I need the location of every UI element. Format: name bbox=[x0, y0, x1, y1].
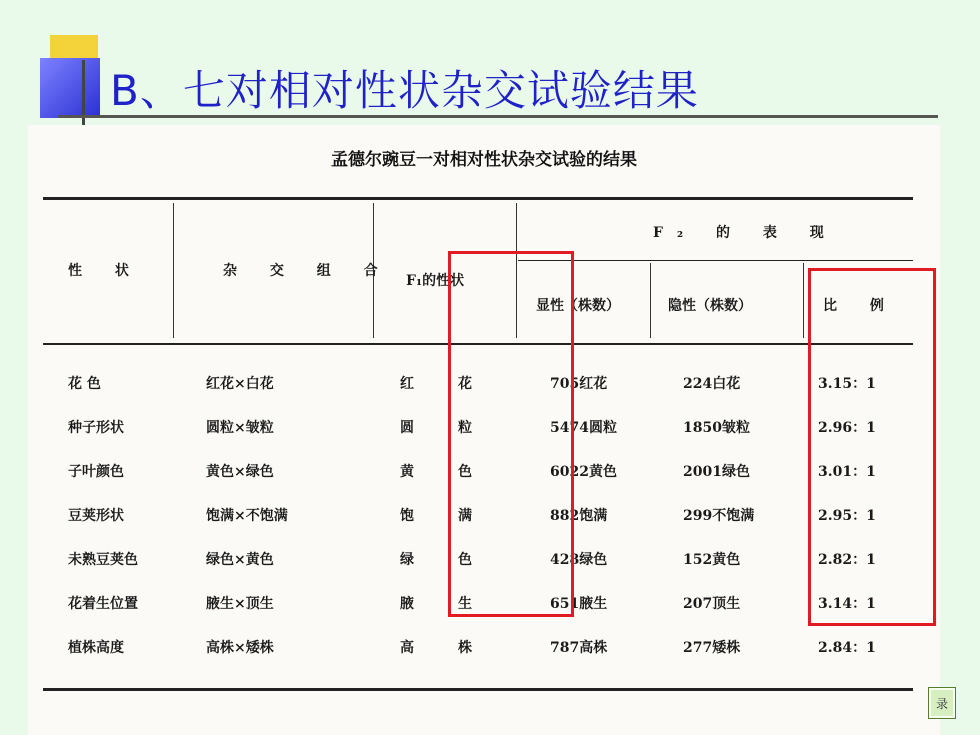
cell-trait: 花着生位置 bbox=[68, 596, 138, 612]
cell-f1a: 绿 bbox=[400, 552, 414, 568]
cell-ratio: 2.96：1 bbox=[818, 420, 876, 436]
cell-cross: 腋生×顶生 bbox=[206, 596, 274, 612]
cell-f1a: 腋 bbox=[400, 596, 414, 612]
cell-cross: 绿色×黄色 bbox=[206, 552, 274, 568]
cell-ratio: 2.95：1 bbox=[818, 508, 876, 524]
highlight-ratio-column bbox=[808, 268, 936, 626]
cell-dominant: 882饱满 bbox=[550, 508, 608, 524]
cell-f1a: 圆 bbox=[400, 420, 414, 436]
cell-recessive: 207顶生 bbox=[683, 596, 741, 612]
cell-ratio: 3.15：1 bbox=[818, 376, 876, 392]
cell-ratio: 2.82：1 bbox=[818, 552, 876, 568]
f2-header-rule bbox=[518, 260, 913, 261]
cell-f1b: 满 bbox=[458, 508, 472, 524]
cell-trait: 植株高度 bbox=[68, 640, 124, 656]
header-cross: 杂 交 组 合 bbox=[223, 263, 392, 279]
cell-f1b: 色 bbox=[458, 552, 472, 568]
cell-f1a: 红 bbox=[400, 376, 414, 392]
cell-cross: 黄色×绿色 bbox=[206, 464, 274, 480]
cell-trait: 豆荚形状 bbox=[68, 508, 124, 524]
header-dominant: 显性（株数） bbox=[536, 298, 620, 314]
table-photo bbox=[28, 125, 940, 735]
cell-recessive: 2001绿色 bbox=[683, 464, 750, 480]
title-decoration-vline bbox=[82, 60, 85, 132]
cell-recessive: 277矮株 bbox=[683, 640, 741, 656]
header-f2: F₂ 的 表 现 bbox=[653, 225, 838, 241]
cell-ratio: 3.01：1 bbox=[818, 464, 876, 480]
highlight-f1-column bbox=[448, 251, 574, 617]
cell-ratio: 2.84：1 bbox=[818, 640, 876, 656]
header-recessive: 隐性（株数） bbox=[668, 298, 752, 314]
slide-title: B、七对相对性状杂交试验结果 bbox=[110, 66, 699, 115]
header-f1: F₁的性状 bbox=[406, 273, 465, 289]
cell-f1b: 生 bbox=[458, 596, 472, 612]
cell-recessive: 152黄色 bbox=[683, 552, 741, 568]
cell-recessive: 1850皱粒 bbox=[683, 420, 750, 436]
cell-cross: 红花×白花 bbox=[206, 376, 274, 392]
vrule-5 bbox=[803, 263, 804, 338]
cell-f1b: 株 bbox=[458, 640, 472, 656]
cell-f1a: 饱 bbox=[400, 508, 414, 524]
cell-f1a: 黄 bbox=[400, 464, 414, 480]
header-trait: 性 状 bbox=[68, 263, 143, 279]
cell-trait: 花 色 bbox=[68, 376, 101, 392]
cell-dominant: 787高株 bbox=[550, 640, 608, 656]
cell-trait: 种子形状 bbox=[68, 420, 124, 436]
title-decoration-blue bbox=[40, 58, 100, 118]
vrule-1 bbox=[173, 203, 174, 338]
cell-dominant: 5474圆粒 bbox=[550, 420, 617, 436]
top-rule bbox=[43, 197, 913, 200]
cell-ratio: 3.14：1 bbox=[818, 596, 876, 612]
bottom-rule bbox=[43, 688, 913, 691]
cell-f1b: 花 bbox=[458, 376, 472, 392]
cell-recessive: 224白花 bbox=[683, 376, 741, 392]
cell-cross: 圆粒×皱粒 bbox=[206, 420, 274, 436]
header-ratio: 比 例 bbox=[823, 298, 898, 314]
cell-f1b: 粒 bbox=[458, 420, 472, 436]
cell-f1a: 高 bbox=[400, 640, 414, 656]
cell-cross: 高株×矮株 bbox=[206, 640, 274, 656]
vrule-4 bbox=[650, 263, 651, 338]
nav-catalog-button[interactable]: 录 bbox=[928, 687, 956, 719]
cell-dominant: 6022黄色 bbox=[550, 464, 617, 480]
cell-dominant: 705红花 bbox=[550, 376, 608, 392]
cell-f1b: 色 bbox=[458, 464, 472, 480]
table-title: 孟德尔豌豆一对相对性状杂交试验的结果 bbox=[331, 150, 637, 170]
cell-cross: 饱满×不饱满 bbox=[206, 508, 288, 524]
cell-dominant: 651腋生 bbox=[550, 596, 608, 612]
cell-dominant: 428绿色 bbox=[550, 552, 608, 568]
cell-trait: 子叶颜色 bbox=[68, 464, 124, 480]
cell-recessive: 299不饱满 bbox=[683, 508, 755, 524]
cell-trait: 未熟豆荚色 bbox=[68, 552, 138, 568]
